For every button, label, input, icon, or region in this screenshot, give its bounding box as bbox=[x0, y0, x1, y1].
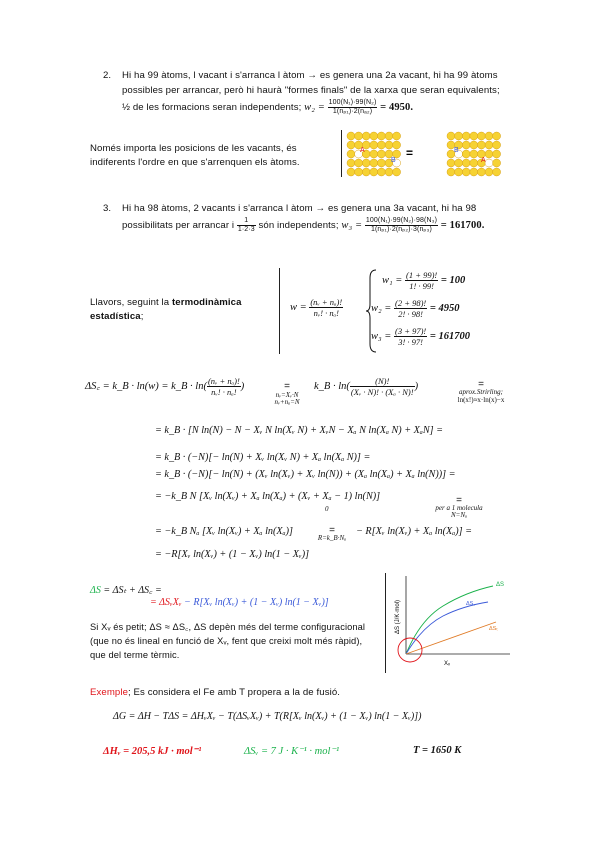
deriv-line6: = −k_B Nₐ [Xᵥ ln(Xᵥ) + Xₐ ln(Xₐ)] bbox=[155, 526, 293, 537]
atom bbox=[493, 159, 501, 167]
atom bbox=[362, 168, 370, 176]
atom bbox=[462, 141, 470, 149]
deriv-molecule-note: = per a 1 molecula N=Nₐ bbox=[435, 495, 483, 519]
item2-fraction: $\frac{\text{100(N₁)·99(N₂)}}{\text{1(nₚ₁)·2(nₐ₂)}}$ bbox=[328, 99, 377, 115]
graph-divider bbox=[385, 573, 386, 673]
deriv-substitution: = nᵥ=Xᵥ·N nᵥ+nₐ=N bbox=[274, 381, 300, 406]
deriv-zero: 0 bbox=[325, 505, 329, 513]
atom bbox=[377, 159, 385, 167]
atom bbox=[370, 150, 378, 158]
entropy-p2: (que no és lineal en funció de Xᵥ, fent que creixi molt més ràpid), bbox=[90, 636, 363, 646]
item3-line2-b: són independents; bbox=[258, 220, 339, 232]
atom bbox=[470, 159, 478, 167]
label-total: ΔS bbox=[496, 582, 505, 588]
example-line: Exemple; Es considera el Fe amb T propera a la de fusió. bbox=[90, 687, 341, 698]
atom bbox=[485, 150, 493, 158]
note-line1: Només importa les posicions de les vacants, és bbox=[90, 143, 297, 154]
item2-line2: possibles per arrancar, però hi haurà "formes finals" de la xarxa que seran equivalents; bbox=[122, 85, 500, 96]
atom bbox=[447, 132, 455, 140]
atom bbox=[462, 159, 470, 167]
curve-configurational bbox=[406, 602, 488, 654]
thermo-text: Llavors, seguint la termodinàmica estadística; bbox=[90, 297, 242, 322]
divider bbox=[341, 130, 342, 177]
x-axis-label: Xᵥ bbox=[444, 661, 450, 667]
deriv-r-note: = R=k_B·Nₐ bbox=[317, 525, 347, 542]
item3-number: 3. bbox=[103, 203, 112, 214]
item3-fraction1: $\frac{1}{1\cdot 2\cdot 3}$ bbox=[237, 217, 255, 233]
atom bbox=[485, 168, 493, 176]
case-w1: w₁ = $\frac{(1 + 99)!}{1! \cdot 99!}$ = 100 bbox=[382, 270, 466, 291]
label-thermal: ΔSₜ bbox=[489, 626, 498, 632]
atom bbox=[393, 168, 401, 176]
item2-line3 bbox=[122, 99, 413, 116]
atom bbox=[455, 132, 463, 140]
atom bbox=[347, 132, 355, 140]
deriv-line3: = k_B · (−N)[− ln(N) + Xᵥ ln(Xᵥ N) + Xₐ ln(Xₐ N)] = bbox=[155, 452, 371, 463]
note-line2: indiferents l'ordre en que s'arrenquen els àtoms. bbox=[90, 157, 300, 168]
entropy-p1: Si Xᵥ és petit; ΔS ≈ ΔS꜀, ΔS depèn més del terme configuracional bbox=[90, 622, 366, 632]
atom bbox=[370, 168, 378, 176]
atom bbox=[462, 150, 470, 158]
item3-fraction2: $\frac{\text{100(N₁)·99(N₂)·98(N₃)}}{\text{1(nₚ₁)·2(nₚ₂)·3(nₚ₃)}}$ bbox=[365, 217, 438, 233]
entropy-p3: que del terme tèrmic. bbox=[90, 650, 180, 660]
deriv-stirling-note: = aprox.Strirling; ln(x!)≈x·ln(x)−x bbox=[457, 379, 505, 404]
example-T: T = 1650 K bbox=[413, 745, 462, 756]
example-dH: ΔHᵥ = 205,5 kJ · mol⁻¹ bbox=[103, 746, 202, 757]
atom bbox=[477, 141, 485, 149]
atom bbox=[355, 132, 363, 140]
atom bbox=[362, 159, 370, 167]
curve-total-entropy bbox=[406, 586, 493, 654]
item2-w-lhs: w₂ = bbox=[304, 102, 325, 114]
label-vacancy-a2: A bbox=[481, 157, 486, 164]
atom bbox=[393, 132, 401, 140]
item3-w-lhs: w₃ = bbox=[341, 220, 363, 232]
deriv-line5: = −k_B N [Xᵥ ln(Xᵥ) + Xₐ ln(Xₐ) + (Xᵥ + Xₐ − 1) ln(N)] bbox=[155, 491, 381, 502]
case-w3: w₃ = $\frac{(3 + 97)!}{3! \cdot 97!}$ = 161700 bbox=[371, 326, 470, 347]
item2-number: 2. bbox=[103, 70, 112, 81]
atom bbox=[393, 141, 401, 149]
atom bbox=[447, 168, 455, 176]
atom bbox=[447, 159, 455, 167]
deriv-line4: = k_B · (−N)[− ln(N) + (Xᵥ ln(Xᵥ) + Xᵥ ln(N)) + (Xₐ ln(Xₐ) + Xₐ ln(N))] = bbox=[155, 469, 456, 480]
atom bbox=[385, 141, 393, 149]
example-dS: ΔSᵥ = 7 J · K⁻¹ · mol⁻¹ bbox=[244, 746, 340, 757]
deriv-line1: ΔS꜀ = k_B · ln(w) = k_B · ln( $\frac{\text{(nᵥ + nₐ)!}}{\text{nᵥ! · nₐ!}}$ ) bbox=[85, 376, 245, 397]
deriv-line7: = −R[Xᵥ ln(Xᵥ) + (1 − Xᵥ) ln(1 − Xᵥ)] bbox=[155, 549, 310, 560]
atom bbox=[347, 141, 355, 149]
atom bbox=[470, 168, 478, 176]
atom bbox=[485, 141, 493, 149]
atom bbox=[477, 168, 485, 176]
item2-result: = 4950. bbox=[380, 102, 414, 114]
label-vacancy-b: B bbox=[391, 157, 396, 164]
atom bbox=[470, 132, 478, 140]
atom bbox=[470, 150, 478, 158]
atom bbox=[347, 150, 355, 158]
entropy-graph bbox=[388, 572, 518, 672]
item3-line2-a: possibilitats per arrancar i bbox=[122, 220, 235, 232]
atom bbox=[377, 168, 385, 176]
atom bbox=[385, 132, 393, 140]
atom bbox=[462, 132, 470, 140]
label-vacancy-b2: B bbox=[454, 147, 459, 154]
atom-lattice-diagram bbox=[346, 131, 520, 177]
entropy-line2: = ΔSᵥXᵥ − R[Xᵥ ln(Xᵥ) + (1 − Xᵥ) ln(1 − Xᵥ)] bbox=[150, 597, 329, 608]
atom bbox=[362, 132, 370, 140]
deriv-line6-b: − R[Xᵥ ln(Xᵥ) + Xₐ ln(Xₐ)] = bbox=[356, 526, 473, 537]
atom bbox=[493, 141, 501, 149]
curve-thermal bbox=[406, 622, 496, 654]
item3-result: = 161700. bbox=[440, 220, 485, 232]
equals-sign: = bbox=[406, 146, 414, 160]
atom bbox=[485, 132, 493, 140]
item2-line1: Hi ha 99 àtoms, l vacant i s'arranca l àtom → es genera una 2a vacant, hi ha 99 àtoms bbox=[122, 70, 498, 81]
atom bbox=[347, 168, 355, 176]
deriv-line1-b: k_B · ln( $\frac{(N)!}{\text{(Xᵥ · N)! · (Xₐ · N)!}}$ ) bbox=[314, 376, 419, 397]
atom bbox=[347, 159, 355, 167]
item3-line1: Hi ha 98 àtoms, 2 vacants i s'arranca l àtom → es genera una 3a vacant, hi ha 98 bbox=[122, 203, 477, 214]
atom bbox=[493, 150, 501, 158]
w-general-formula: w = $\frac{\text{(nᵥ + nₐ)!}}{\text{nᵥ! · nₐ!}}$ bbox=[290, 297, 343, 318]
thermo-divider bbox=[279, 268, 280, 354]
entropy-line1: ΔS = ΔSₜ + ΔS꜀ = bbox=[90, 585, 162, 596]
atom bbox=[477, 132, 485, 140]
example-gibbs-eq: ΔG = ΔH − TΔS = ΔHᵥXᵥ − T(ΔSᵥXᵥ) + T(R[Xᵥ ln(Xᵥ) + (1 − Xᵥ) ln(1 − Xᵥ)]) bbox=[113, 711, 422, 722]
atom bbox=[493, 132, 501, 140]
atom bbox=[355, 159, 363, 167]
atom bbox=[493, 168, 501, 176]
label-conf: ΔS꜀ bbox=[466, 601, 476, 607]
label-vacancy-a: A bbox=[360, 147, 365, 154]
atom bbox=[377, 141, 385, 149]
deriv-line2: = k_B · [N ln(N) − N − Xᵥ N ln(Xᵥ N) + XᵥN − Xₐ N ln(Xₐ N) + XₐN] = bbox=[155, 425, 444, 436]
atom bbox=[377, 132, 385, 140]
item3-line2 bbox=[122, 217, 484, 234]
atom bbox=[455, 159, 463, 167]
atom bbox=[377, 150, 385, 158]
y-axis-label: ΔS (J/K·mol) bbox=[395, 599, 401, 634]
atom bbox=[455, 168, 463, 176]
atom bbox=[355, 168, 363, 176]
vacancy-site bbox=[485, 159, 493, 167]
atom bbox=[370, 141, 378, 149]
atom bbox=[370, 159, 378, 167]
atom bbox=[370, 132, 378, 140]
case-w2: w₂ = $\frac{(2 + 98)!}{2! \cdot 98!}$ = 4950 bbox=[371, 298, 460, 319]
atom bbox=[470, 141, 478, 149]
atom bbox=[462, 168, 470, 176]
item2-line3-text: ½ de les formacions seran independents; bbox=[122, 102, 302, 114]
atom bbox=[385, 168, 393, 176]
